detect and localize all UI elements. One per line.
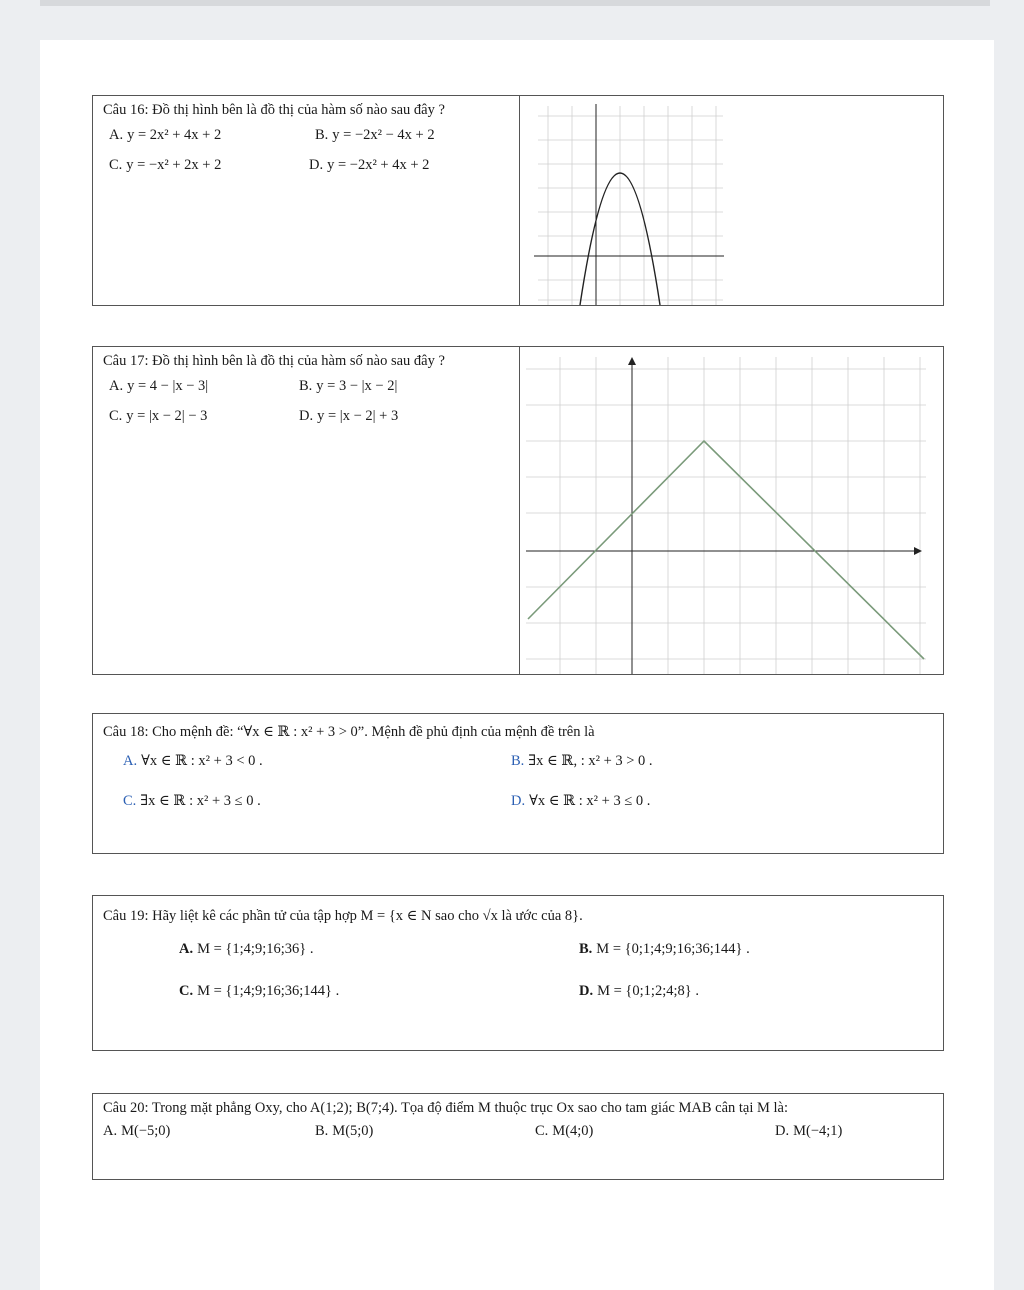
- q16-option-b: B. y = −2x² − 4x + 2: [315, 127, 435, 143]
- q18-option-a: A. ∀x ∈ ℝ : x² + 3 < 0 .: [123, 753, 263, 769]
- q18-option-b: B. ∃x ∈ ℝ, : x² + 3 > 0 .: [511, 753, 653, 769]
- q20-option-d: D. M(−4;1): [775, 1123, 843, 1139]
- question-18: [92, 713, 944, 854]
- q18-option-d: D. ∀x ∈ ℝ : x² + 3 ≤ 0 .: [511, 793, 651, 809]
- q19-option-b: B. M = {0;1;4;9;16;36;144} .: [579, 941, 750, 957]
- question-20: [92, 1093, 944, 1180]
- q20-option-b: B. M(5;0): [315, 1123, 374, 1139]
- question-18-stem: Câu 18: Cho mệnh đề: “∀x ∈ ℝ : x² + 3 > 0”. Mệnh đề phủ định của mệnh đề trên là: [103, 724, 595, 740]
- q17-absolute-value-graph: [526, 347, 936, 674]
- question-16: [92, 95, 944, 306]
- q17-option-d: D. y = |x − 2| + 3: [299, 408, 399, 424]
- q17-y-arrow: [628, 357, 636, 365]
- q16-parabola-graph: [528, 96, 728, 305]
- question-20-stem: Câu 20: Trong mặt phẳng Oxy, cho A(1;2); B(7;4). Tọa độ điểm M thuộc trục Ox sao cho tam giác MAB cân tại M là:: [103, 1100, 789, 1116]
- q17-option-a: A. y = 4 − |x − 3|: [109, 378, 209, 394]
- q17-option-b: B. y = 3 − |x − 2|: [299, 378, 398, 394]
- q16-graph-cell: [519, 96, 946, 305]
- question-16-stem: Câu 16: Đồ thị hình bên là đồ thị của hàm số nào sau đây ?: [103, 102, 445, 118]
- question-19: [92, 895, 944, 1051]
- q17-x-arrow: [914, 547, 922, 555]
- q16-option-d: D. y = −2x² + 4x + 2: [309, 157, 430, 173]
- q20-option-a: A. M(−5;0): [103, 1123, 171, 1139]
- q19-option-a: A. M = {1;4;9;16;36} .: [179, 941, 314, 957]
- q17-option-c: C. y = |x − 2| − 3: [109, 408, 208, 424]
- q17-graph-cell: [519, 347, 946, 674]
- q16-option-c: C. y = −x² + 2x + 2: [109, 157, 222, 173]
- q19-option-d: D. M = {0;1;2;4;8} .: [579, 983, 699, 999]
- q19-option-c: C. M = {1;4;9;16;36;144} .: [179, 983, 340, 999]
- question-19-stem: Câu 19: Hãy liệt kê các phần tử của tập hợp M = {x ∈ N sao cho √x là ước của 8}.: [103, 908, 583, 924]
- top-bar: [40, 0, 990, 6]
- question-17-stem: Câu 17: Đồ thị hình bên là đồ thị của hàm số nào sau đây ?: [103, 353, 445, 369]
- q18-option-c: C. ∃x ∈ ℝ : x² + 3 ≤ 0 .: [123, 793, 261, 809]
- q17-v-graph-line: [528, 441, 924, 659]
- q16-option-a: A. y = 2x² + 4x + 2: [109, 127, 222, 143]
- question-17: [92, 346, 944, 675]
- q20-option-c: C. M(4;0): [535, 1123, 594, 1139]
